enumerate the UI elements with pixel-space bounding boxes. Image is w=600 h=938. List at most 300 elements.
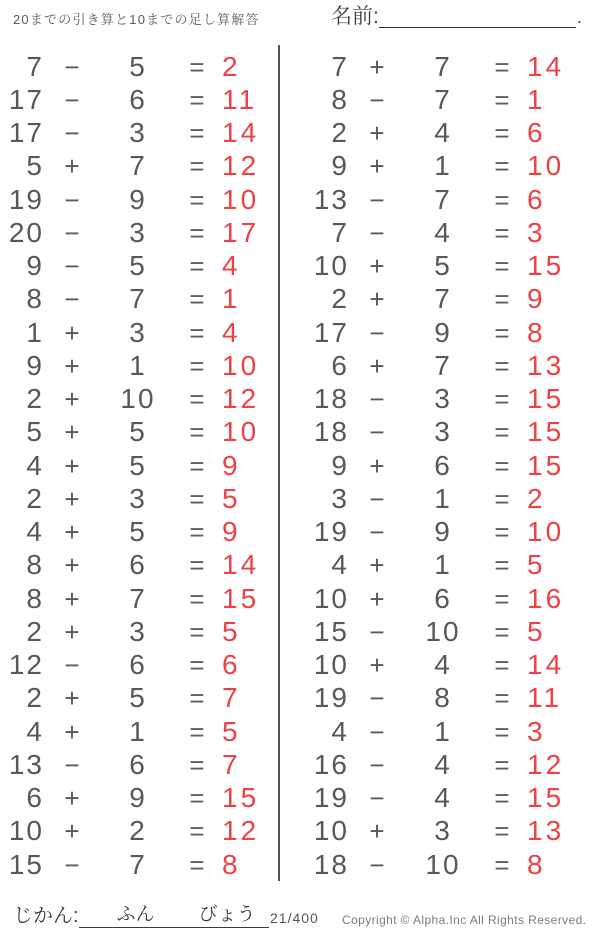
problem-row bbox=[0, 649, 278, 682]
operand-2: 6 bbox=[129, 83, 147, 115]
problem-row bbox=[0, 383, 278, 416]
problem-row bbox=[305, 150, 600, 183]
operand-1: 15 bbox=[313, 615, 349, 647]
answer-value: 15 bbox=[527, 782, 565, 814]
operator: + bbox=[64, 783, 80, 814]
answer-value: 2 bbox=[527, 482, 546, 514]
operator: + bbox=[64, 583, 80, 614]
problem-row bbox=[0, 349, 278, 382]
answer-value: 15 bbox=[222, 582, 260, 614]
operand-1: 6 bbox=[26, 782, 44, 814]
answer-value: 15 bbox=[527, 250, 565, 282]
equals-sign: = bbox=[189, 783, 205, 814]
operand-2: 3 bbox=[129, 482, 147, 514]
operand-1: 16 bbox=[313, 748, 349, 780]
operator: + bbox=[64, 151, 80, 182]
operator: − bbox=[64, 51, 80, 82]
operand-2: 10 bbox=[425, 615, 461, 647]
operand-1: 10 bbox=[313, 250, 349, 282]
operand-1: 18 bbox=[313, 848, 349, 880]
time-label: じかん: bbox=[13, 905, 79, 927]
operand-1: 18 bbox=[313, 416, 349, 448]
answer-value: 4 bbox=[222, 316, 241, 348]
time-field bbox=[13, 901, 269, 928]
equals-sign: = bbox=[494, 84, 510, 115]
equals-sign: = bbox=[189, 251, 205, 282]
operator: + bbox=[64, 816, 80, 847]
operand-2: 6 bbox=[434, 582, 452, 614]
answer-value: 10 bbox=[527, 150, 565, 182]
equals-sign: = bbox=[494, 384, 510, 415]
operand-2: 7 bbox=[129, 848, 147, 880]
equals-sign: = bbox=[189, 483, 205, 514]
answer-value: 9 bbox=[222, 516, 241, 548]
operand-1: 19 bbox=[313, 782, 349, 814]
problem-row bbox=[0, 715, 278, 748]
operand-2: 10 bbox=[120, 383, 156, 415]
equals-sign: = bbox=[189, 683, 205, 714]
answer-value: 15 bbox=[527, 416, 565, 448]
answer-value: 12 bbox=[527, 748, 565, 780]
operand-1: 19 bbox=[8, 183, 44, 215]
operand-1: 12 bbox=[8, 649, 44, 681]
equals-sign: = bbox=[494, 417, 510, 448]
operand-2: 3 bbox=[434, 383, 452, 415]
answer-value: 10 bbox=[222, 349, 260, 381]
answer-value: 9 bbox=[222, 449, 241, 481]
operand-2: 1 bbox=[434, 549, 452, 581]
operator: − bbox=[369, 317, 385, 348]
operator: − bbox=[369, 384, 385, 415]
equals-sign: = bbox=[494, 217, 510, 248]
operator: − bbox=[369, 84, 385, 115]
equals-sign: = bbox=[189, 716, 205, 747]
operand-1: 4 bbox=[26, 516, 44, 548]
equals-sign: = bbox=[189, 417, 205, 448]
answer-value: 5 bbox=[527, 615, 546, 647]
operator: + bbox=[369, 151, 385, 182]
operator: − bbox=[64, 849, 80, 880]
operand-1: 13 bbox=[8, 748, 44, 780]
operand-1: 19 bbox=[313, 682, 349, 714]
answer-value: 8 bbox=[527, 316, 546, 348]
operand-2: 7 bbox=[434, 83, 452, 115]
operand-1: 2 bbox=[26, 383, 44, 415]
equals-sign: = bbox=[189, 450, 205, 481]
operator: − bbox=[64, 217, 80, 248]
answer-value: 13 bbox=[527, 349, 565, 381]
time-blank-line bbox=[79, 901, 269, 928]
problem-row bbox=[0, 283, 278, 316]
problem-row bbox=[305, 449, 600, 482]
answer-value: 1 bbox=[527, 83, 546, 115]
operand-1: 9 bbox=[26, 349, 44, 381]
operand-2: 1 bbox=[434, 482, 452, 514]
operand-1: 10 bbox=[313, 815, 349, 847]
operand-2: 6 bbox=[434, 449, 452, 481]
problem-row bbox=[0, 782, 278, 815]
name-label: 名前: bbox=[331, 4, 379, 28]
operand-1: 13 bbox=[313, 183, 349, 215]
operand-2: 5 bbox=[129, 50, 147, 82]
problem-row bbox=[0, 150, 278, 183]
operator: + bbox=[369, 816, 385, 847]
operand-1: 10 bbox=[313, 582, 349, 614]
answer-value: 10 bbox=[222, 183, 260, 215]
problem-row bbox=[305, 117, 600, 150]
operand-2: 7 bbox=[129, 150, 147, 182]
problem-row bbox=[305, 582, 600, 615]
operand-2: 4 bbox=[434, 782, 452, 814]
operand-2: 5 bbox=[129, 516, 147, 548]
name-period: . bbox=[576, 7, 582, 28]
answer-value: 14 bbox=[527, 50, 565, 82]
equals-sign: = bbox=[494, 317, 510, 348]
operand-2: 7 bbox=[129, 283, 147, 315]
operand-2: 3 bbox=[129, 316, 147, 348]
column-divider bbox=[278, 45, 280, 881]
operand-2: 4 bbox=[434, 117, 452, 149]
operand-2: 5 bbox=[129, 250, 147, 282]
operand-1: 10 bbox=[313, 649, 349, 681]
operator: + bbox=[369, 450, 385, 481]
operator: + bbox=[64, 517, 80, 548]
operator: + bbox=[369, 118, 385, 149]
operand-2: 7 bbox=[434, 50, 452, 82]
operator: − bbox=[369, 849, 385, 880]
operand-1: 17 bbox=[8, 117, 44, 149]
answer-value: 14 bbox=[527, 649, 565, 681]
operand-2: 7 bbox=[129, 582, 147, 614]
equals-sign: = bbox=[494, 151, 510, 182]
equals-sign: = bbox=[189, 650, 205, 681]
problem-row bbox=[305, 416, 600, 449]
operand-2: 1 bbox=[434, 150, 452, 182]
operand-1: 9 bbox=[331, 449, 349, 481]
name-blank-line bbox=[379, 4, 576, 28]
answer-value: 9 bbox=[527, 283, 546, 315]
problem-row bbox=[305, 682, 600, 715]
problem-row bbox=[305, 782, 600, 815]
minutes-label: ふん bbox=[116, 904, 155, 926]
equals-sign: = bbox=[494, 118, 510, 149]
operand-2: 3 bbox=[129, 216, 147, 248]
answer-value: 10 bbox=[527, 516, 565, 548]
equals-sign: = bbox=[189, 749, 205, 780]
problems-column-right bbox=[305, 50, 600, 881]
problem-row bbox=[305, 516, 600, 549]
answer-value: 12 bbox=[222, 383, 260, 415]
seconds-label: びょう bbox=[198, 904, 256, 926]
operand-2: 1 bbox=[129, 349, 147, 381]
page-number: 21/400 bbox=[270, 910, 319, 926]
operator: + bbox=[369, 251, 385, 282]
copyright-text: Copyright © Alpha.Inc All Rights Reserved. bbox=[342, 913, 587, 927]
answer-value: 5 bbox=[222, 615, 241, 647]
operand-1: 2 bbox=[331, 117, 349, 149]
problem-row bbox=[305, 183, 600, 216]
operand-2: 9 bbox=[129, 782, 147, 814]
operand-1: 10 bbox=[8, 815, 44, 847]
operator: − bbox=[369, 483, 385, 514]
operand-1: 4 bbox=[331, 549, 349, 581]
answer-value: 3 bbox=[527, 715, 546, 747]
operator: + bbox=[369, 550, 385, 581]
problem-row bbox=[0, 582, 278, 615]
operator: − bbox=[64, 251, 80, 282]
operand-2: 8 bbox=[434, 682, 452, 714]
operator: + bbox=[369, 650, 385, 681]
problem-row bbox=[305, 316, 600, 349]
problem-row bbox=[305, 482, 600, 515]
problem-row bbox=[0, 748, 278, 781]
answer-value: 15 bbox=[527, 449, 565, 481]
problem-row bbox=[305, 50, 600, 83]
answer-value: 10 bbox=[222, 416, 260, 448]
operator: + bbox=[64, 550, 80, 581]
operator: + bbox=[369, 284, 385, 315]
equals-sign: = bbox=[189, 284, 205, 315]
operand-1: 20 bbox=[8, 216, 44, 248]
answer-value: 3 bbox=[527, 216, 546, 248]
equals-sign: = bbox=[494, 583, 510, 614]
equals-sign: = bbox=[494, 616, 510, 647]
equals-sign: = bbox=[494, 550, 510, 581]
problem-row bbox=[0, 117, 278, 150]
operand-1: 7 bbox=[331, 216, 349, 248]
equals-sign: = bbox=[494, 184, 510, 215]
operand-1: 2 bbox=[26, 682, 44, 714]
operand-2: 5 bbox=[129, 449, 147, 481]
problem-row bbox=[305, 83, 600, 116]
equals-sign: = bbox=[494, 51, 510, 82]
operator: − bbox=[369, 749, 385, 780]
equals-sign: = bbox=[494, 350, 510, 381]
operator: − bbox=[369, 616, 385, 647]
answer-value: 15 bbox=[222, 782, 260, 814]
equals-sign: = bbox=[494, 450, 510, 481]
equals-sign: = bbox=[189, 51, 205, 82]
operand-1: 4 bbox=[331, 715, 349, 747]
operand-2: 10 bbox=[425, 848, 461, 880]
operand-1: 8 bbox=[331, 83, 349, 115]
operator: − bbox=[369, 517, 385, 548]
equals-sign: = bbox=[189, 517, 205, 548]
operand-2: 2 bbox=[129, 815, 147, 847]
problem-row bbox=[0, 83, 278, 116]
operand-2: 9 bbox=[434, 316, 452, 348]
problem-row bbox=[305, 748, 600, 781]
answer-value: 5 bbox=[222, 715, 241, 747]
operand-2: 7 bbox=[434, 349, 452, 381]
answer-value: 16 bbox=[527, 582, 565, 614]
operand-2: 3 bbox=[129, 117, 147, 149]
operand-1: 7 bbox=[331, 50, 349, 82]
equals-sign: = bbox=[189, 384, 205, 415]
operator: + bbox=[64, 683, 80, 714]
operator: − bbox=[369, 184, 385, 215]
equals-sign: = bbox=[494, 816, 510, 847]
operand-2: 5 bbox=[434, 250, 452, 282]
answer-value: 1 bbox=[222, 283, 241, 315]
operand-2: 1 bbox=[129, 715, 147, 747]
operator: − bbox=[64, 84, 80, 115]
operator: + bbox=[369, 51, 385, 82]
operator: − bbox=[369, 217, 385, 248]
operator: + bbox=[64, 716, 80, 747]
operand-1: 4 bbox=[26, 449, 44, 481]
problems-column-left bbox=[0, 50, 278, 881]
operand-1: 9 bbox=[331, 150, 349, 182]
problem-row bbox=[0, 482, 278, 515]
equals-sign: = bbox=[189, 816, 205, 847]
problem-row bbox=[0, 316, 278, 349]
problem-row bbox=[0, 416, 278, 449]
problem-row bbox=[0, 549, 278, 582]
operator: − bbox=[64, 118, 80, 149]
operand-2: 5 bbox=[129, 416, 147, 448]
answer-value: 7 bbox=[222, 682, 241, 714]
operand-1: 2 bbox=[26, 615, 44, 647]
equals-sign: = bbox=[189, 84, 205, 115]
answer-value: 5 bbox=[222, 482, 241, 514]
equals-sign: = bbox=[494, 251, 510, 282]
operand-1: 17 bbox=[313, 316, 349, 348]
answer-value: 15 bbox=[527, 383, 565, 415]
answer-value: 14 bbox=[222, 549, 260, 581]
problem-row bbox=[0, 615, 278, 648]
operator: − bbox=[64, 749, 80, 780]
problem-row bbox=[305, 848, 600, 881]
operator: − bbox=[369, 417, 385, 448]
operand-1: 8 bbox=[26, 283, 44, 315]
operator: − bbox=[64, 284, 80, 315]
equals-sign: = bbox=[494, 284, 510, 315]
problem-row bbox=[0, 682, 278, 715]
answer-value: 17 bbox=[222, 216, 260, 248]
problem-row bbox=[305, 283, 600, 316]
answer-value: 8 bbox=[527, 848, 546, 880]
answer-value: 6 bbox=[527, 117, 546, 149]
equals-sign: = bbox=[189, 118, 205, 149]
page-title: 20までの引き算と10までの足し算解答 bbox=[13, 12, 260, 27]
operator: − bbox=[64, 184, 80, 215]
operator: + bbox=[64, 450, 80, 481]
operand-2: 4 bbox=[434, 748, 452, 780]
operator: + bbox=[64, 350, 80, 381]
answer-value: 12 bbox=[222, 150, 260, 182]
operand-2: 4 bbox=[434, 649, 452, 681]
equals-sign: = bbox=[494, 483, 510, 514]
operand-1: 19 bbox=[313, 516, 349, 548]
operand-1: 2 bbox=[331, 283, 349, 315]
answer-value: 14 bbox=[222, 117, 260, 149]
operand-1: 9 bbox=[26, 250, 44, 282]
operator: + bbox=[64, 417, 80, 448]
operator: + bbox=[64, 616, 80, 647]
operator: + bbox=[64, 317, 80, 348]
problem-row bbox=[0, 449, 278, 482]
operand-1: 17 bbox=[8, 83, 44, 115]
equals-sign: = bbox=[189, 583, 205, 614]
operand-2: 5 bbox=[129, 682, 147, 714]
problem-row bbox=[305, 549, 600, 582]
problem-row bbox=[305, 715, 600, 748]
equals-sign: = bbox=[494, 683, 510, 714]
problem-row bbox=[305, 349, 600, 382]
problem-row bbox=[305, 649, 600, 682]
operand-2: 3 bbox=[434, 416, 452, 448]
problem-row bbox=[0, 250, 278, 283]
equals-sign: = bbox=[189, 350, 205, 381]
problem-row bbox=[305, 815, 600, 848]
operand-2: 6 bbox=[129, 549, 147, 581]
operand-2: 3 bbox=[434, 815, 452, 847]
operand-2: 6 bbox=[129, 649, 147, 681]
operator: − bbox=[64, 650, 80, 681]
problem-row bbox=[0, 216, 278, 249]
name-field bbox=[331, 4, 582, 28]
problem-row bbox=[305, 615, 600, 648]
answer-value: 5 bbox=[527, 549, 546, 581]
equals-sign: = bbox=[494, 749, 510, 780]
operator: + bbox=[64, 384, 80, 415]
equals-sign: = bbox=[189, 550, 205, 581]
answer-value: 8 bbox=[222, 848, 241, 880]
operand-1: 8 bbox=[26, 549, 44, 581]
operator: − bbox=[369, 716, 385, 747]
answer-value: 7 bbox=[222, 748, 241, 780]
answer-value: 6 bbox=[527, 183, 546, 215]
equals-sign: = bbox=[189, 151, 205, 182]
operator: + bbox=[369, 350, 385, 381]
answer-value: 11 bbox=[527, 682, 563, 714]
equals-sign: = bbox=[189, 217, 205, 248]
operand-2: 7 bbox=[434, 283, 452, 315]
problem-row bbox=[0, 516, 278, 549]
operand-2: 9 bbox=[129, 183, 147, 215]
answer-value: 6 bbox=[222, 649, 241, 681]
problem-row bbox=[305, 216, 600, 249]
operand-1: 7 bbox=[26, 50, 44, 82]
operand-2: 4 bbox=[434, 216, 452, 248]
operand-1: 2 bbox=[26, 482, 44, 514]
answer-value: 13 bbox=[527, 815, 565, 847]
operand-1: 8 bbox=[26, 582, 44, 614]
operand-1: 18 bbox=[313, 383, 349, 415]
operator: − bbox=[369, 783, 385, 814]
answer-value: 2 bbox=[222, 50, 241, 82]
problem-row bbox=[0, 50, 278, 83]
operand-1: 5 bbox=[26, 150, 44, 182]
operand-2: 3 bbox=[129, 615, 147, 647]
equals-sign: = bbox=[494, 716, 510, 747]
operand-2: 7 bbox=[434, 183, 452, 215]
operator: + bbox=[369, 583, 385, 614]
equals-sign: = bbox=[494, 517, 510, 548]
equals-sign: = bbox=[189, 184, 205, 215]
answer-value: 11 bbox=[222, 83, 258, 115]
operand-2: 1 bbox=[434, 715, 452, 747]
problem-row bbox=[0, 848, 278, 881]
problem-row bbox=[305, 250, 600, 283]
problem-row bbox=[305, 383, 600, 416]
equals-sign: = bbox=[189, 849, 205, 880]
operand-2: 6 bbox=[129, 748, 147, 780]
operand-1: 1 bbox=[26, 316, 44, 348]
answer-value: 4 bbox=[222, 250, 241, 282]
problem-row bbox=[0, 183, 278, 216]
